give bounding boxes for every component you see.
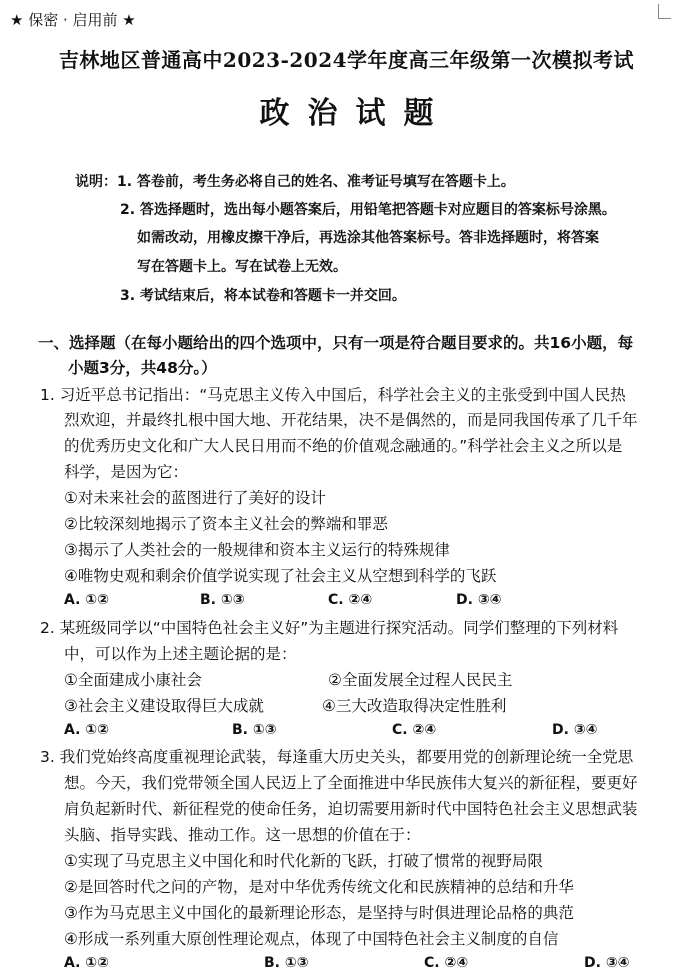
question-2-item: ②全面发展全过程人民民主 [328,671,513,689]
section-heading: 一、选择题（在每小题给出的四个选项中，只有一项是符合题目要求的。共16小题，每 [38,334,634,352]
question-3-item: ③作为马克思主义中国化的最新理论形态，是坚持与时俱进理论品格的典范 [64,904,574,922]
instruction-line: 3. 考试结束后，将本试卷和答题卡一并交回。 [120,288,406,304]
question-2-stem: 2. 某班级同学以“中国特色社会主义好”为主题进行探究活动。同学们整理的下列材料 [40,619,619,637]
instruction-line: 说明：1. 答卷前，考生务必将自己的姓名、准考证号填写在答题卡上。 [75,174,515,190]
question-3-item: ④形成一系列重大原创性理论观点，体现了中国特色社会主义制度的自信 [64,930,559,948]
question-1-stem: 科学，是因为它： [64,463,189,481]
question-2-stem: 中，可以作为上述主题论据的是： [64,645,297,663]
question-1-item: ②比较深刻地揭示了资本主义社会的弊端和罪恶 [64,515,388,533]
section-heading: 小题3分，共48分。） [68,359,217,377]
choice-d: D. ③④ [552,722,598,738]
choice-d: D. ③④ [456,592,502,608]
question-3-item: ①实现了马克思主义中国化和时代化新的飞跃，打破了惯常的视野局限 [64,852,543,870]
question-1-stem: 1. 习近平总书记指出：“马克思主义传入中国后，科学社会主义的主张受到中国人民热 [40,386,626,404]
choice-b: B. ①③ [264,955,309,971]
question-3-stem: 想。今天，我们党带领全国人民迈上了全面推进中华民族伟大复兴的新征程，要更好 [64,774,638,792]
choice-a: A. ①② [64,955,109,971]
choice-a: A. ①② [64,722,109,738]
instruction-line: 写在答题卡上。写在试卷上无效。 [137,259,347,275]
question-1-stem: 的优秀历史文化和广大人民日用而不绝的价值观念融通的。”科学社会主义之所以是 [64,437,623,455]
choice-d: D. ③④ [584,955,630,971]
subject-title: 政治试题 [259,96,452,131]
choice-c: C. ②④ [392,722,437,738]
instruction-line: 如需改动，用橡皮擦干净后，再选涂其他答案标号。答非选择题时，将答案 [137,230,599,246]
question-1-stem: 烈欢迎，并最终扎根中国大地、开花结果，决不是偶然的，而是同我国传承了几千年 [64,411,638,429]
exam-title: 吉林地区普通高中2023-2024学年度高三年级第一次模拟考试 [58,48,635,72]
instruction-line: 2. 答选择题时，选出每小题答案后，用铅笔把答题卡对应题目的答案标号涂黑。 [120,202,616,218]
question-2-item: ①全面建成小康社会 [64,671,202,689]
question-3-stem: 3. 我们党始终高度重视理论武装，每逢重大历史关头，都要用党的创新理论统一全党思 [40,748,634,766]
choice-c: C. ②④ [424,955,469,971]
choice-c: C. ②④ [328,592,373,608]
question-1-item: ①对未来社会的蓝图进行了美好的设计 [64,489,326,507]
question-1-item: ③揭示了人类社会的一般规律和资本主义运行的特殊规律 [64,541,450,559]
choice-b: B. ①③ [200,592,245,608]
question-3-item: ②是回答时代之问的产物，是对中华优秀传统文化和民族精神的总结和升华 [64,878,574,896]
question-3-stem: 头脑、指导实践、推动工作。这一思想的价值在于： [64,826,421,844]
question-3-stem: 肩负起新时代、新征程党的使命任务，迫切需要用新时代中国特色社会主义思想武装 [64,800,638,818]
corner-crop-mark [658,4,671,19]
question-2-item: ④三大改造取得决定性胜利 [322,697,507,715]
question-1-item: ④唯物史观和剩余价值学说实现了社会主义从空想到科学的飞跃 [64,567,497,585]
choice-a: A. ①② [64,592,109,608]
secret-label: ★ 保密 · 启用前 ★ [10,11,136,29]
choice-b: B. ①③ [232,722,277,738]
question-2-item: ③社会主义建设取得巨大成就 [64,697,264,715]
